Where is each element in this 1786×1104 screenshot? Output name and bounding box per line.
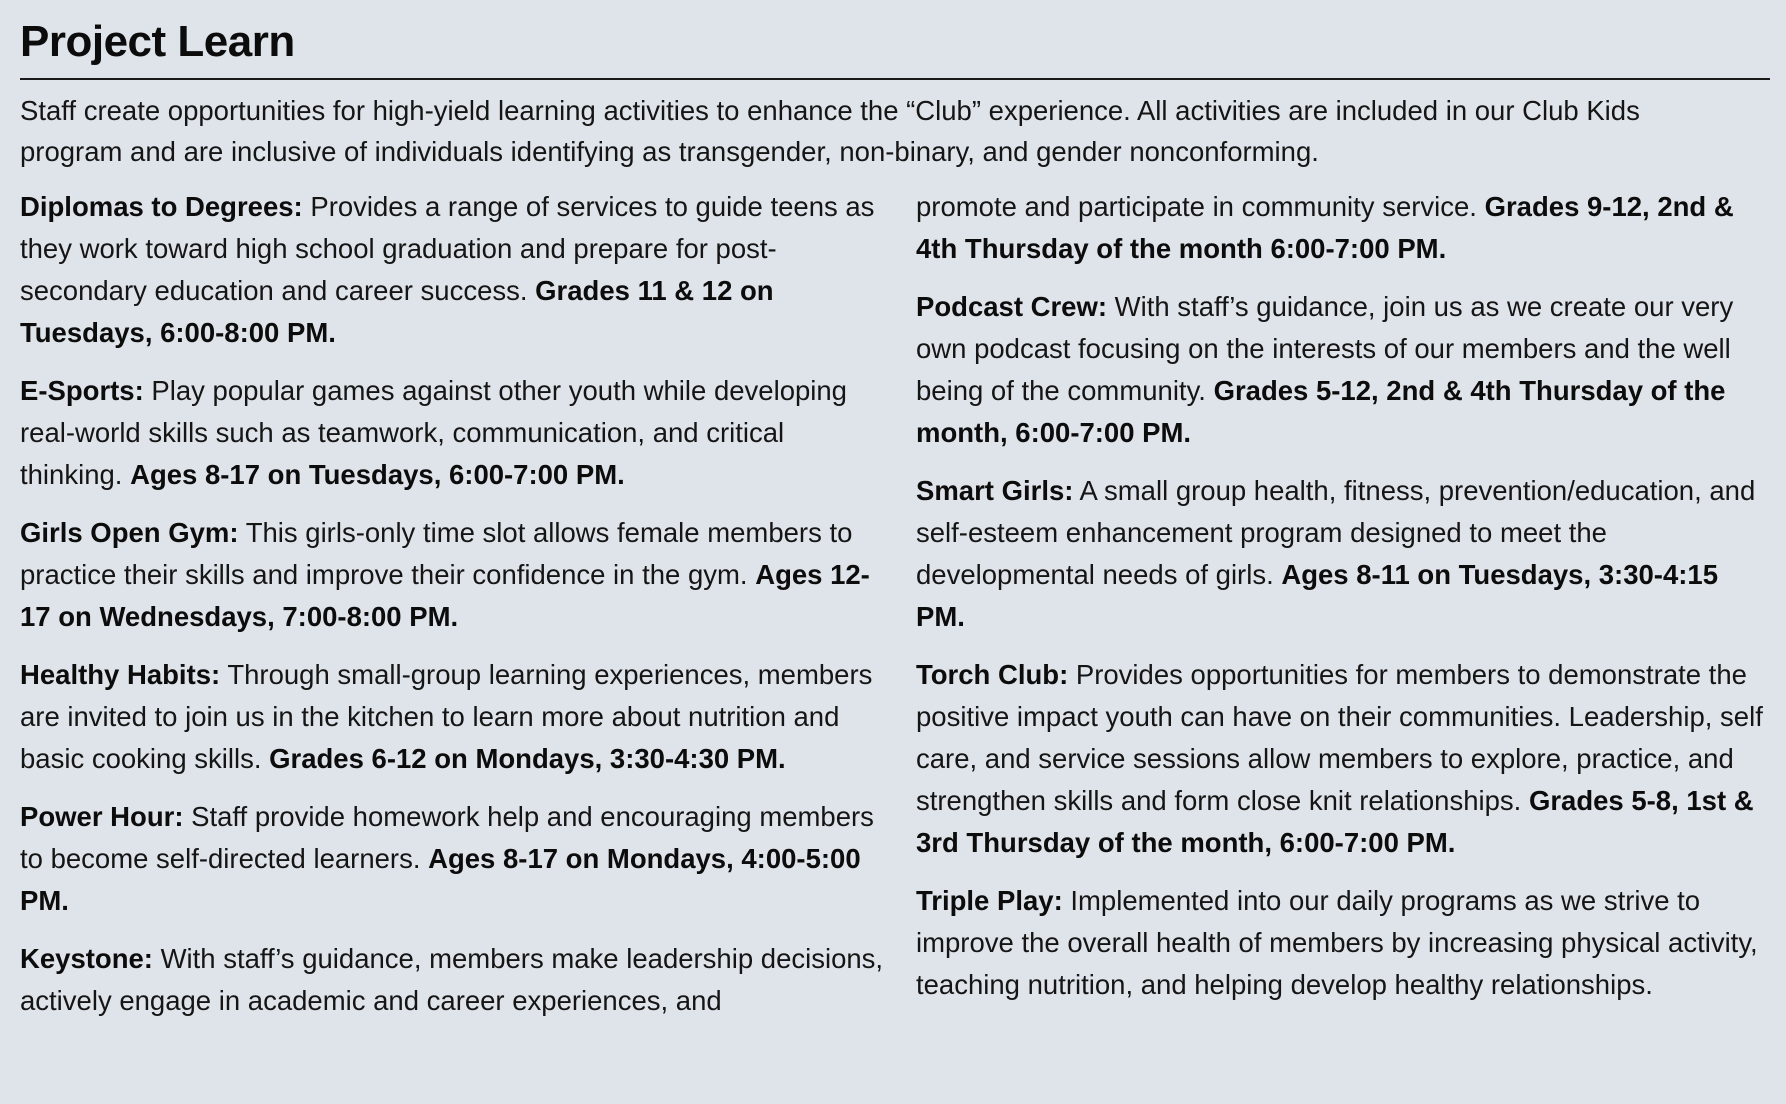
right-column: [916, 186, 1766, 1038]
program-name: Diplomas to Degrees:: [20, 191, 303, 222]
program-description: Provides a range of services to guide teens as they work toward high school graduation and prepare for post-secondary education and career success.: [20, 191, 875, 306]
program-podcast-crew: [916, 286, 1766, 454]
program-schedule: Ages 12-17 on Wednesdays, 7:00-8:00 PM.: [20, 559, 870, 632]
program-name: Smart Girls:: [916, 475, 1074, 506]
program-power-hour: [20, 796, 890, 922]
program-e-sports: [20, 370, 890, 496]
program-schedule: Ages 8-17 on Mondays, 4:00-5:00 PM.: [20, 843, 861, 916]
program-description: With staff’s guidance, members make leadership decisions, actively engage in academic and career experiences, and: [20, 943, 884, 1016]
program-healthy-habits: [20, 654, 890, 780]
program-schedule: Ages 8-11 on Tuesdays, 3:30-4:15 PM.: [916, 559, 1718, 632]
program-name: Healthy Habits:: [20, 659, 221, 690]
program-girls-open-gym: [20, 512, 890, 638]
program-name: Girls Open Gym:: [20, 517, 239, 548]
left-column: [20, 186, 916, 1038]
program-torch-club: [916, 654, 1766, 864]
title-divider: [20, 78, 1770, 80]
program-name: Podcast Crew:: [916, 291, 1108, 322]
program-description: Provides opportunities for members to demonstrate the positive impact youth can have on their communities. Leadership, self care, and service sessions allow members to explore, practice, and strengthen skills and form close knit relationships.: [916, 659, 1763, 816]
program-schedule: Grades 5-12, 2nd & 4th Thursday of the month, 6:00-7:00 PM.: [916, 375, 1726, 448]
program-description: Through small-group learning experiences, members are invited to join us in the kitchen to learn more about nutrition and basic cooking skills.: [20, 659, 873, 774]
program-description: promote and participate in community service.: [916, 191, 1477, 222]
program-name: Power Hour:: [20, 801, 184, 832]
program-description: Staff provide homework help and encouraging members to become self-directed learners.: [20, 801, 874, 874]
program-description: Play popular games against other youth while developing real-world skills such as teamwork, communication, and critical thinking.: [20, 375, 847, 490]
program-name: E-Sports:: [20, 375, 144, 406]
program-name: Keystone:: [20, 943, 153, 974]
program-schedule: Ages 8-17 on Tuesdays, 6:00-7:00 PM.: [130, 459, 625, 490]
program-schedule: Grades 5-8, 1st & 3rd Thursday of the month, 6:00-7:00 PM.: [916, 785, 1754, 858]
program-keystone: [20, 938, 890, 1022]
program-name: Torch Club:: [916, 659, 1069, 690]
program-description: This girls-only time slot allows female members to practice their skills and improve their confidence in the gym.: [20, 517, 853, 590]
program-diplomas-to-degrees: [20, 186, 890, 354]
program-description: With staff’s guidance, join us as we create our very own podcast focusing on the interests of our members and the well being of the community.: [916, 291, 1734, 406]
program-schedule: Grades 9-12, 2nd & 4th Thursday of the month 6:00-7:00 PM.: [916, 191, 1734, 264]
program-schedule: Grades 6-12 on Mondays, 3:30-4:30 PM.: [269, 743, 786, 774]
program-triple-play: [916, 880, 1766, 1006]
program-smart-girls: [916, 470, 1766, 638]
page-title: Project Learn: [20, 17, 295, 66]
program-schedule: Grades 11 & 12 on Tuesdays, 6:00-8:00 PM.: [20, 275, 774, 348]
program-keystone-continued: [916, 186, 1766, 270]
program-name: Triple Play:: [916, 885, 1063, 916]
intro-paragraph: Staff create opportunities for high-yield learning activities to enhance the “Club” experience. All activities are included in our Club Kids program and are inclusive of individuals identifying as transgender, non-binary, and gender nonconforming.: [20, 95, 1640, 167]
program-description: Implemented into our daily programs as we strive to improve the overall health of members by increasing physical activity, teaching nutrition, and helping develop healthy relationships.: [916, 885, 1758, 1000]
program-description: A small group health, fitness, prevention/education, and self-esteem enhancement program designed to meet the developmental needs of girls.: [916, 475, 1756, 590]
program-columns: [20, 186, 1770, 1038]
